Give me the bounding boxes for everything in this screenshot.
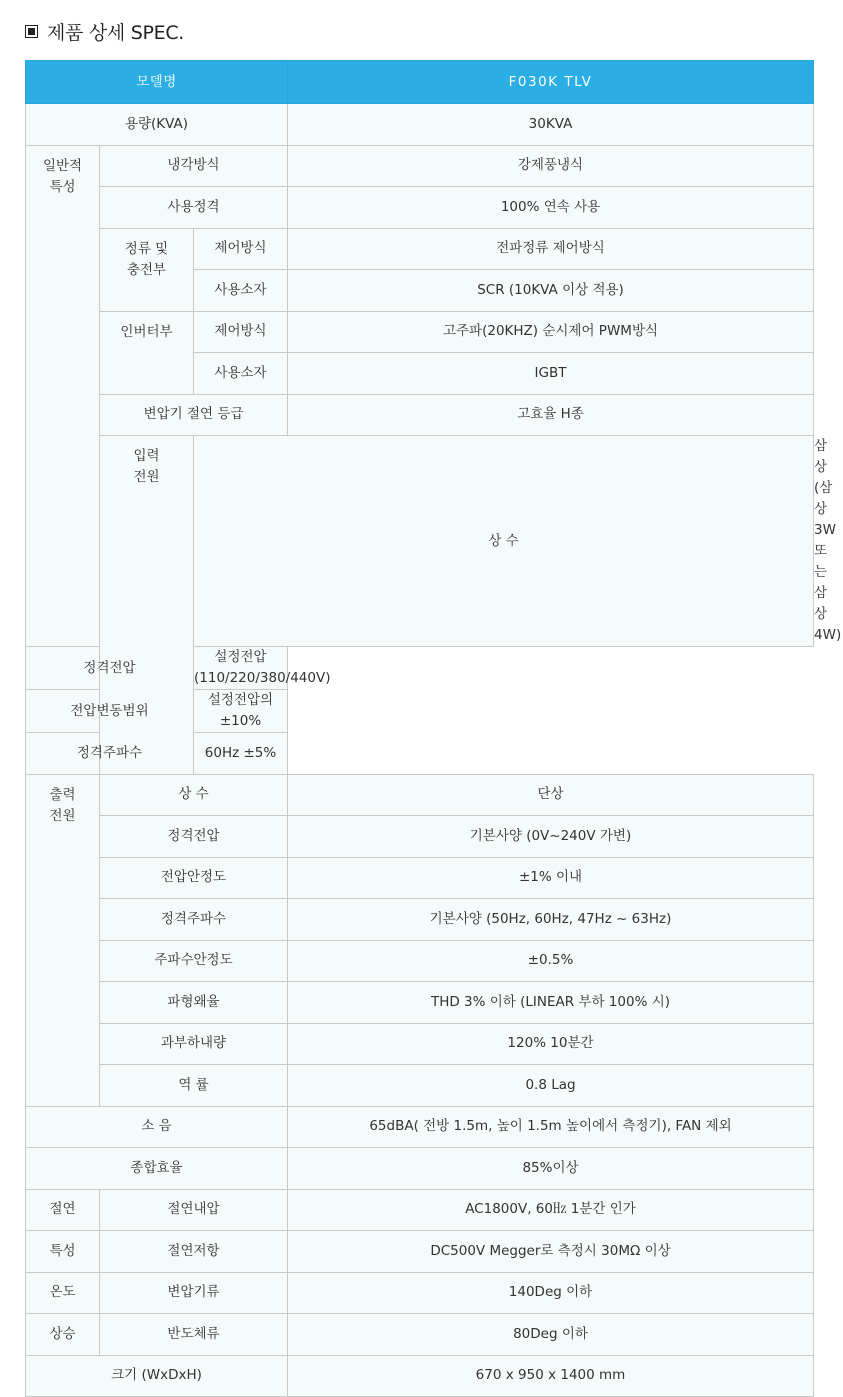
table-row xyxy=(26,104,814,146)
section-title-text: 제품 상세 SPEC. xyxy=(47,21,185,44)
row-value: 65dBA( 전방 1.5m, 높이 1.5m 높이에서 측정기), FAN 제외 xyxy=(288,1106,814,1148)
row-label: 제어방식 xyxy=(194,228,288,270)
group-label-temperature: 온도 xyxy=(26,1272,100,1314)
row-label: 상 수 xyxy=(194,436,814,647)
table-row xyxy=(26,1272,814,1314)
row-value: 30KVA xyxy=(288,104,814,146)
row-value: 기본사양 (50Hz, 60Hz, 47Hz ~ 63Hz) xyxy=(288,899,814,941)
table-row: 입력 전원 상 수 삼상 (삼상 3W 또는 삼상 4W) xyxy=(26,436,814,647)
row-label: 전압안정도 xyxy=(100,857,288,899)
group-label-insulation: 특성 xyxy=(26,1231,100,1273)
table-row xyxy=(26,228,814,270)
row-label: 전압변동범위 xyxy=(26,690,194,733)
table-row xyxy=(26,982,814,1024)
group-label-temperature: 상승 xyxy=(26,1314,100,1356)
row-value: 85%이상 xyxy=(288,1148,814,1190)
row-value: 140Deg 이하 xyxy=(288,1272,814,1314)
row-label: 상 수 xyxy=(100,774,288,816)
square-bullet-icon xyxy=(25,25,38,38)
table-row xyxy=(26,733,814,775)
row-label: 파형왜율 xyxy=(100,982,288,1024)
row-label: 정격주파수 xyxy=(100,899,288,941)
row-value: AC1800V, 60㎐ 1분간 인가 xyxy=(288,1189,814,1231)
group-label-output: 출력 전원 xyxy=(26,774,100,1106)
table-row xyxy=(26,690,814,733)
table-row xyxy=(26,311,814,353)
table-row xyxy=(26,774,814,816)
table-row xyxy=(26,1148,814,1190)
table-row xyxy=(26,1189,814,1231)
model-label: 모델명 xyxy=(26,61,288,104)
row-value: 고효율 H종 xyxy=(288,394,814,436)
row-value: ±1% 이내 xyxy=(288,857,814,899)
section-title xyxy=(25,18,184,44)
row-value: 설정전압의 ±10% xyxy=(194,690,288,733)
row-label: 정격전압 xyxy=(100,816,288,858)
group-label-general: 일반적 특성 xyxy=(26,145,100,647)
row-label: 소 음 xyxy=(26,1106,288,1148)
row-value: 전파정류 제어방식 xyxy=(288,228,814,270)
row-label: 변압기류 xyxy=(100,1272,288,1314)
model-value: F030K TLV xyxy=(288,61,814,104)
row-value: IGBT xyxy=(288,353,814,395)
row-label: 크기 (WxDxH) xyxy=(26,1355,288,1397)
row-label: 역 률 xyxy=(100,1065,288,1107)
row-label: 용량(KVA) xyxy=(26,104,288,146)
row-label: 과부하내량 xyxy=(100,1023,288,1065)
table-row xyxy=(26,1314,814,1356)
table-row xyxy=(26,187,814,229)
row-label: 정격주파수 xyxy=(26,733,194,775)
row-value: 670 x 950 x 1400 mm xyxy=(288,1355,814,1397)
row-value: 설정전압(110/220/380/440V) xyxy=(194,647,288,690)
row-value: 고주파(20KHZ) 순시제어 PWM방식 xyxy=(288,311,814,353)
table-row xyxy=(26,816,814,858)
row-label: 변압기 절연 등급 xyxy=(100,394,288,436)
subgroup-label-inverter: 인버터부 xyxy=(100,311,194,394)
row-label: 제어방식 xyxy=(194,311,288,353)
table-row xyxy=(26,1355,814,1397)
row-value: 단상 xyxy=(288,774,814,816)
table-row xyxy=(26,647,814,690)
table-header-row xyxy=(26,61,814,104)
table-row xyxy=(26,1065,814,1107)
group-label-insulation: 절연 xyxy=(26,1189,100,1231)
row-value: 100% 연속 사용 xyxy=(288,187,814,229)
table-row xyxy=(26,857,814,899)
row-label: 냉각방식 xyxy=(100,145,288,187)
row-label: 사용정격 xyxy=(100,187,288,229)
row-label: 절연저항 xyxy=(100,1231,288,1273)
row-label: 정격전압 xyxy=(26,647,194,690)
row-label: 반도체류 xyxy=(100,1314,288,1356)
row-value: 0.8 Lag xyxy=(288,1065,814,1107)
subgroup-label-rectifier: 정류 및 충전부 xyxy=(100,228,194,311)
table-row xyxy=(26,940,814,982)
row-label: 절연내압 xyxy=(100,1189,288,1231)
row-value: 기본사양 (0V~240V 가변) xyxy=(288,816,814,858)
row-label: 사용소자 xyxy=(194,270,288,312)
group-label-input: 입력 전원 xyxy=(100,436,194,775)
table-row xyxy=(26,899,814,941)
table-row xyxy=(26,1231,814,1273)
table-row xyxy=(26,1023,814,1065)
row-value: THD 3% 이하 (LINEAR 부하 100% 시) xyxy=(288,982,814,1024)
table-row xyxy=(26,394,814,436)
row-value: 120% 10분간 xyxy=(288,1023,814,1065)
row-value: 80Deg 이하 xyxy=(288,1314,814,1356)
spec-table xyxy=(25,60,842,1397)
row-value: DC500V Megger로 측정시 30MΩ 이상 xyxy=(288,1231,814,1273)
row-value: 강제풍냉식 xyxy=(288,145,814,187)
row-label: 주파수안정도 xyxy=(100,940,288,982)
row-label: 종합효율 xyxy=(26,1148,288,1190)
table-row xyxy=(26,145,814,187)
row-value: ±0.5% xyxy=(288,940,814,982)
row-value: 60Hz ±5% xyxy=(194,733,288,775)
row-value: SCR (10KVA 이상 적용) xyxy=(288,270,814,312)
table-row xyxy=(26,1106,814,1148)
row-label: 사용소자 xyxy=(194,353,288,395)
